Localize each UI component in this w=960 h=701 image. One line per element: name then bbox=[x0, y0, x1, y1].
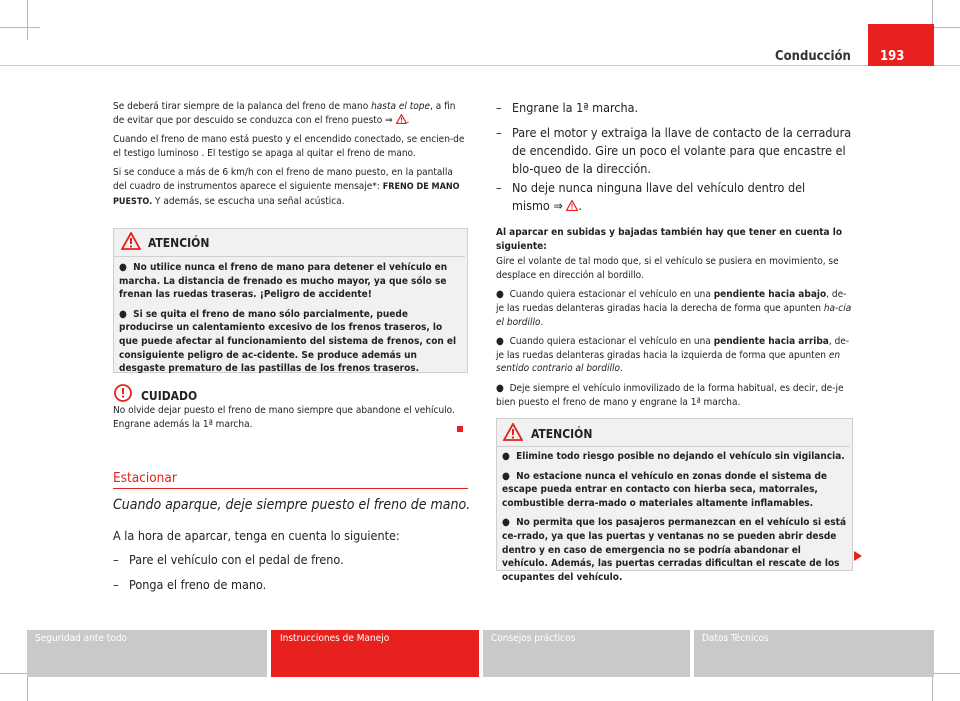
caution-icon bbox=[114, 384, 132, 402]
paragraph: Gire el volante de tal modo que, si el vehículo se pusiera en movimiento, se desplace en dirección al bordillo. bbox=[496, 256, 839, 281]
subheading: Al aparcar en subidas y bajadas también hay que tener en cuenta lo siguiente: bbox=[496, 227, 843, 252]
crop-mark bbox=[27, 0, 28, 40]
header-rule bbox=[0, 65, 960, 66]
warning-triangle-icon bbox=[503, 423, 523, 441]
section-title: Estacionar bbox=[113, 470, 177, 486]
warning-triangle-icon bbox=[566, 200, 578, 211]
continue-arrow-icon bbox=[854, 551, 862, 561]
list-item: ● No permita que los pasajeros permanezcan en el vehículo si está ce-rrado, ya que las puertas y ventanas no se pueden abrir desde dentro y en caso de emergencia no se podría abandonar el vehículo. Además, las puertas cerradas dificultan el rescate de los ocupantes del vehículo. bbox=[502, 517, 847, 583]
list-item: ● No estacione nunca el vehículo en zonas donde el sistema de escape pueda entrar en contacto con hierba seca, matorrales, combustible derra-mado o materiales altamente inflamables. bbox=[502, 470, 828, 509]
warning-triangle-icon bbox=[396, 114, 407, 124]
paragraph: Se deberá tirar siempre de la palanca del freno de mano hasta el tope, a fin de evitar que por descuido se conduzca con el freno puesto ⇒ . bbox=[113, 101, 456, 126]
warning-text bbox=[502, 450, 846, 590]
caution-text: No olvide dejar puesto el freno de mano siempre que abandone el vehículo. Engrane además la 1ª marcha. bbox=[113, 405, 455, 430]
warning-title: ATENCIÓN bbox=[531, 427, 593, 441]
crop-mark bbox=[0, 27, 40, 28]
divider bbox=[114, 256, 465, 257]
end-marker bbox=[457, 426, 463, 432]
list-item: ● Cuando quiera estacionar el vehículo en una pendiente hacia arriba, de-je las ruedas delanteras giradas hacia la izquierda de forma que apunten en sentido contrario al bordillo. bbox=[496, 336, 850, 375]
paragraph: Cuando el freno de mano está puesto y el encendido conectado, se encien-de el testigo luminoso . El testigo se apaga al quitar el freno de mano. bbox=[113, 134, 465, 159]
warning-title: ATENCIÓN bbox=[148, 236, 210, 250]
list-item: ● No utilice nunca el freno de mano para detener el vehículo en marcha. La distancia de frenado es mucho mayor, ya que sólo se frenan las ruedas traseras. ¡Peligro de accidente! bbox=[119, 262, 448, 301]
list-item: ● Si se quita el freno de mano sólo parcialmente, puede producirse un calentamiento excesivo de los frenos traseros, lo que puede afectar al funcionamiento del sistema de frenos, con el consiguiente peligro de ac-cidente. Se produce además un desgaste prematuro de las pastillas de los frenos traseros. bbox=[119, 308, 457, 375]
list-item: ● Cuando quiera estacionar el vehículo en una pendiente hacia abajo, de-je las ruedas delanteras giradas hacia la derecha de forma que apunten ha-cia el bordillo. bbox=[496, 289, 852, 328]
footer-tab-label: Datos Técnicos bbox=[702, 633, 769, 644]
intro-text: A la hora de aparcar, tenga en cuenta lo siguiente: bbox=[113, 528, 400, 543]
warning-triangle-icon bbox=[121, 232, 141, 250]
divider bbox=[497, 446, 850, 447]
left-intro-text bbox=[113, 100, 468, 215]
caution-title: CUIDADO bbox=[141, 389, 198, 403]
footer-tab-label: Seguridad ante todo bbox=[35, 633, 128, 644]
page-number: 193 bbox=[880, 49, 905, 64]
list-item: ● Deje siempre el vehículo inmovilizado de la forma habitual, es decir, de-je bien puesto el freno de mano y engrane la 1ª marcha. bbox=[496, 382, 844, 408]
section-subtitle: Cuando aparque, deje siempre puesto el freno de mano. bbox=[113, 497, 471, 513]
right-text bbox=[496, 226, 854, 415]
footer-tab-label: Consejos prácticos bbox=[491, 633, 576, 644]
page-header-title: Conducción bbox=[775, 49, 851, 64]
paragraph: Si se conduce a más de 6 km/h con el freno de mano puesto, en la pantalla del cuadro de instrumentos aparece el siguiente mensaje*: FRENO DE MANO PUESTO. Y además, se escucha una señal acústica. bbox=[113, 167, 460, 207]
footer-tab-label: Instrucciones de Manejo bbox=[280, 633, 390, 644]
list-item: ● Elimine todo riesgo posible no dejando el vehículo sin vigilancia. bbox=[502, 451, 845, 462]
section-rule bbox=[113, 488, 468, 489]
warning-text bbox=[119, 261, 461, 382]
